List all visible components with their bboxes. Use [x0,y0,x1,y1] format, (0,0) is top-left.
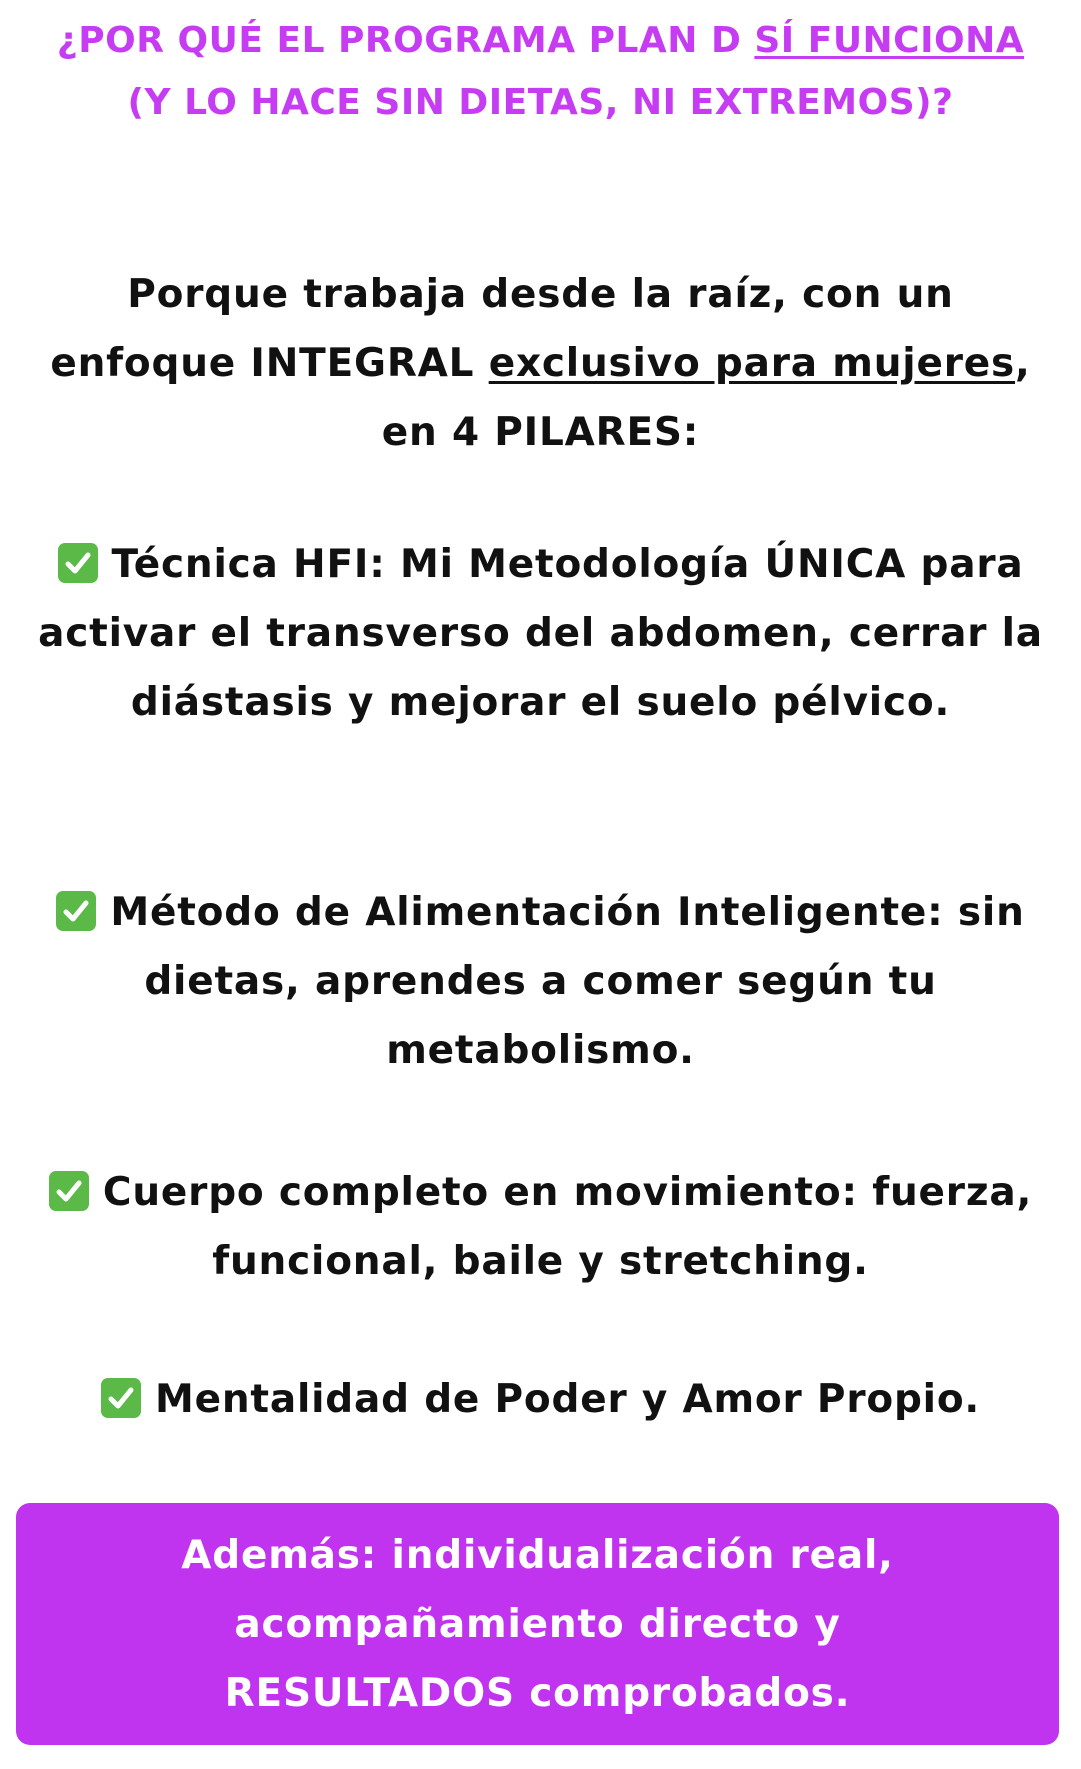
pillar-text: Técnica HFI: Mi Metodología ÚNICA para activar el transverso del abdomen, cerrar la diástasis y mejorar el suelo pélvico. [38,542,1043,725]
headline-underlined-text: SÍ FUNCIONA [754,20,1025,61]
headline-text-2: (Y LO HACE SIN DIETAS, NI EXTREMOS)? [127,82,954,123]
intro-text-1: Porque trabaja desde la raíz, con un enfoque INTEGRAL [50,272,954,386]
headline [40,10,1041,134]
intro-underlined-text: exclusivo para mujeres [488,341,1016,386]
callout-line-1: Además: individualización real, [181,1533,894,1578]
pillar-text: Método de Alimentación Inteligente: sin dietas, aprendes a comer según tu metabolismo. [110,890,1025,1073]
pillar-item [30,878,1051,1085]
pillar-item [30,1158,1051,1296]
check-mark-icon [49,1171,89,1211]
check-mark-icon [58,543,98,583]
pillar-item [30,1365,1051,1434]
check-mark-icon [56,891,96,931]
callout-box [16,1503,1059,1745]
intro-paragraph [40,260,1041,467]
headline-text-1: ¿POR QUÉ EL PROGRAMA PLAN D [56,20,755,61]
callout-line-2: acompañamiento directo y [234,1602,841,1647]
pillar-text: Cuerpo completo en movimiento: fuerza, funcional, baile y stretching. [102,1170,1033,1284]
check-mark-icon [101,1378,141,1418]
intro-text-2: , en 4 PILARES: [381,341,1031,455]
pillar-item [30,530,1051,737]
callout-line-3: RESULTADOS comprobados. [224,1671,851,1716]
pillar-text: Mentalidad de Poder y Amor Propio. [154,1377,981,1422]
